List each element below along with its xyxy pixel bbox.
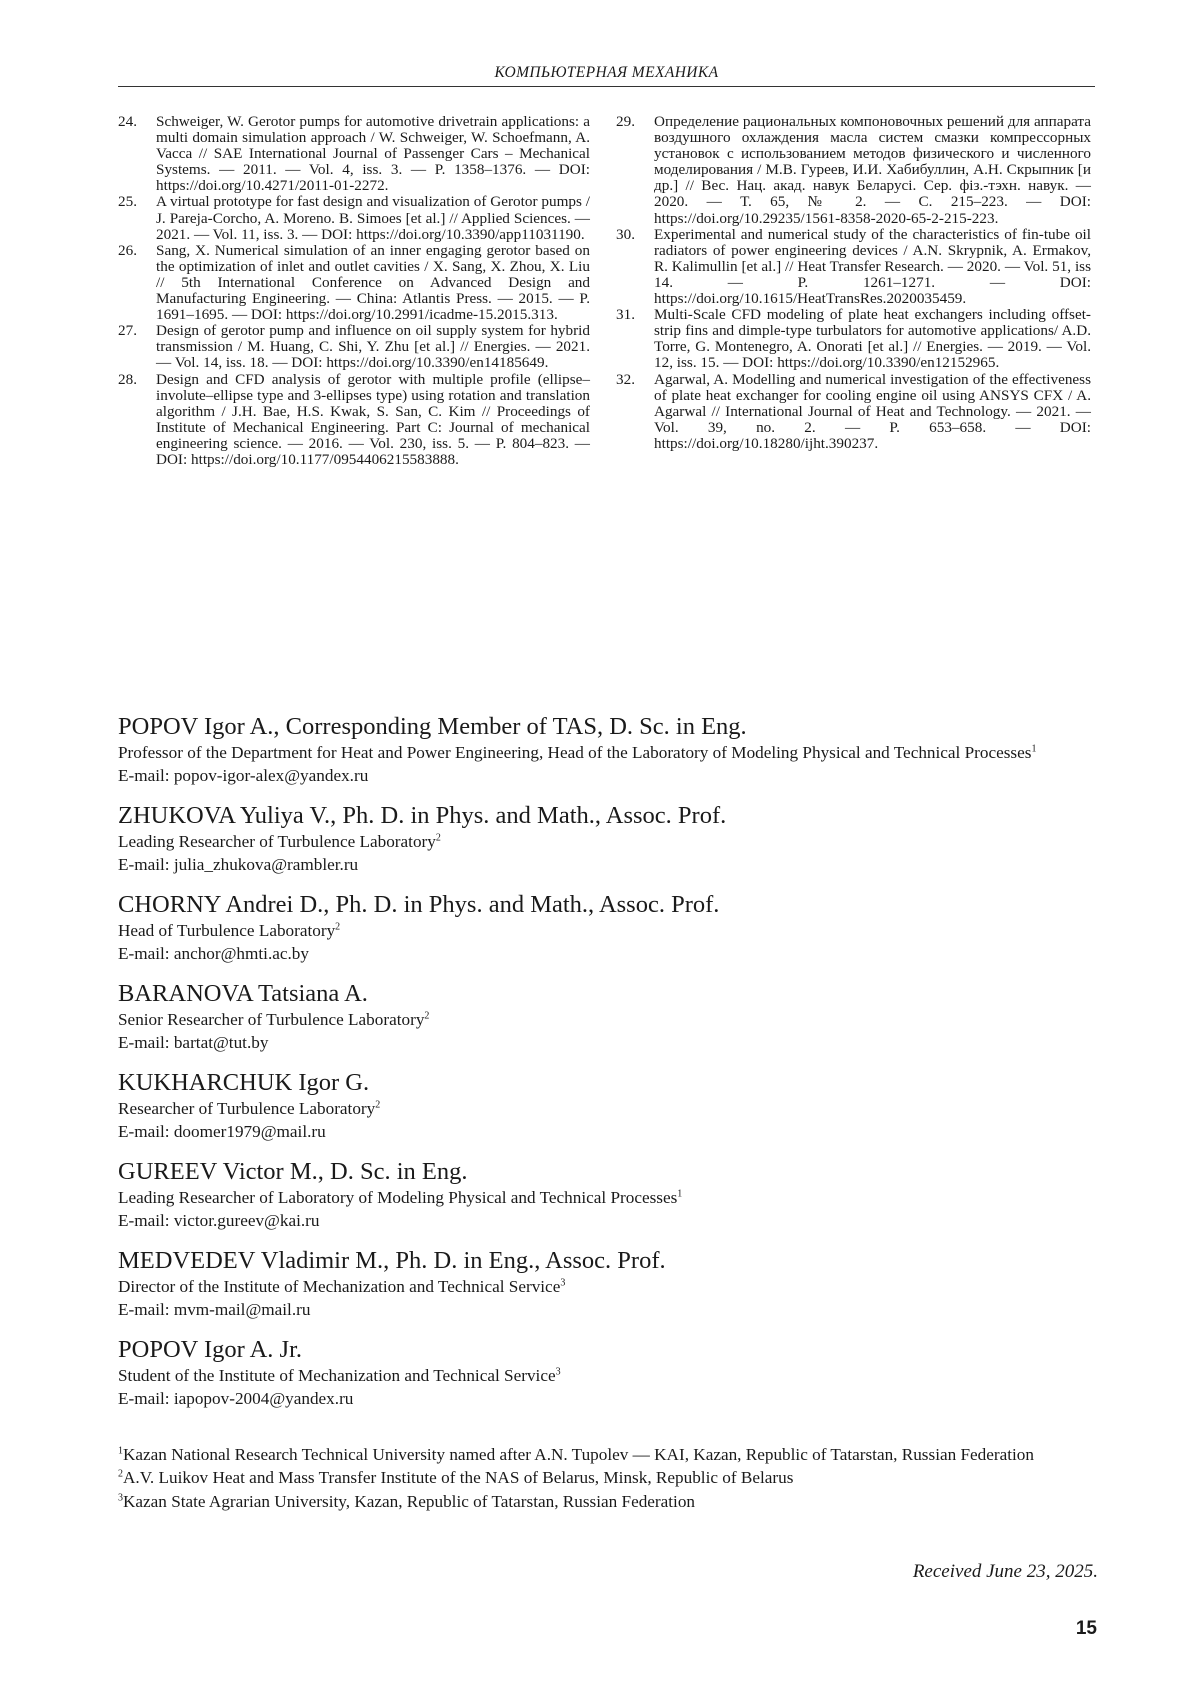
reference-number: 27. [118,323,156,371]
reference-item [118,194,590,242]
received-date: Received June 23, 2025. [913,1561,1098,1583]
reference-number: 26. [118,243,156,323]
position-text: Director of the Institute of Mechanization and Technical Service [118,1277,560,1296]
author-position [118,920,1098,943]
header-rule [118,86,1095,87]
affiliation-text: Kazan National Research Technical University named after A.N. Tupolev — KAI, Kazan, Republic of Tatarstan, Russian Federation [123,1445,1034,1464]
reference-text: Определение рациональных компоновочных решений для аппарата воздушного охлаждения масла систем смазки компрессорных установок с использованием методов физического и численного моделирования / М.В. Гуреев, И.И. Хабибуллин, А.Н. Скрыпник [и др.] // Вес. Нац. акад. навук Беларусi. Сер. фiз.-тэхн. навук. — 2020. — Т. 65, № 2. — С. 215–223. — DOI: https://doi.org/10.29235/1561-8358-2020-65-2-215-223. [654,114,1091,227]
reference-number: 31. [616,307,654,371]
author-email: E-mail: victor.gureev@kai.ru [118,1210,1098,1233]
author-email: E-mail: iapopov-2004@yandex.ru [118,1388,1098,1411]
reference-text: Schweiger, W. Gerotor pumps for automotive drivetrain applications: a multi domain simulation approach / W. Schweiger, W. Schoefmann, A. Vacca // SAE International Journal of Passenger Cars – Mechanical Systems. — 2011. — Vol. 4, iss. 3. — P. 1358–1376. — DOI: https://doi.org/10.4271/2011-01-2272. [156,114,590,194]
affiliation-item [118,1490,1098,1513]
affiliation-marker: 3 [560,1277,565,1288]
affiliation-marker: 2 [424,1010,429,1021]
author-email: E-mail: popov-igor-alex@yandex.ru [118,765,1098,788]
position-text: Head of Turbulence Laboratory [118,921,335,940]
reference-number: 28. [118,372,156,469]
author-email: E-mail: anchor@hmti.ac.by [118,943,1098,966]
position-text: Senior Researcher of Turbulence Laboratory [118,1010,424,1029]
author-name: CHORNY Andrei D., Ph. D. in Phys. and Math., Assoc. Prof. [118,890,1098,920]
author-block [118,1335,1098,1410]
reference-text: Sang, X. Numerical simulation of an inner engaging gerotor based on the optimization of inlet and outlet cavities / X. Sang, X. Zhou, X. Liu // 5th International Conference on Advanced Design and Manufacturing Engineering. — China: Atlantis Press. — 2015. — P. 1691–1695. — DOI: https://doi.org/10.2991/icadme-15.2015.313. [156,243,590,323]
affiliation-number: 3 [118,1492,123,1503]
affiliation-marker: 2 [436,832,441,843]
reference-item [118,323,590,371]
reference-text: Design of gerotor pump and influence on oil supply system for hybrid transmission / M. Huang, C. Shi, Y. Zhu [et al.] // Energies. — 2021. — Vol. 14, iss. 18. — DOI: https://doi.org/10.3390/en14185649. [156,323,590,371]
reference-text: Multi-Scale CFD modeling of plate heat exchangers including offset-strip fins and dimple-type turbulators for automotive applications/ A.D. Torre, G. Montenegro, A. Onorati [et al.] // Energies. — 2019. — Vol. 12, iss. 15. — DOI: https://doi.org/10.3390/en12152965. [654,307,1091,371]
author-block [118,801,1098,876]
affiliation-marker: 1 [1031,743,1036,754]
author-block [118,1068,1098,1143]
reference-item [616,372,1091,452]
author-position [118,1365,1098,1388]
affiliation-marker: 2 [335,921,340,932]
position-text: Leading Researcher of Laboratory of Modeling Physical and Technical Processes [118,1188,677,1207]
author-email: E-mail: mvm-mail@mail.ru [118,1299,1098,1322]
author-email: E-mail: bartat@tut.by [118,1032,1098,1055]
affiliation-marker: 3 [556,1366,561,1377]
affiliation-marker: 1 [677,1188,682,1199]
position-text: Leading Researcher of Turbulence Laboratory [118,832,436,851]
author-block [118,979,1098,1054]
author-block [118,1246,1098,1321]
reference-item [616,114,1091,227]
reference-item [118,372,590,469]
reference-number: 32. [616,372,654,452]
page-number: 15 [1076,1618,1097,1640]
affiliation-item [118,1443,1098,1466]
position-text: Professor of the Department for Heat and Power Engineering, Head of the Laboratory of Modeling Physical and Technical Processes [118,743,1031,762]
reference-number: 29. [616,114,654,227]
reference-item [616,227,1091,307]
author-name: POPOV Igor A., Corresponding Member of TAS, D. Sc. in Eng. [118,712,1098,742]
affiliation-number: 1 [118,1445,123,1456]
author-position [118,1009,1098,1032]
running-header: КОМПЬЮТЕРНАЯ МЕХАНИКА [118,64,1095,82]
position-text: Researcher of Turbulence Laboratory [118,1099,375,1118]
position-text: Student of the Institute of Mechanization and Technical Service [118,1366,556,1385]
author-position [118,1098,1098,1121]
affiliation-text: Kazan State Agrarian University, Kazan, Republic of Tatarstan, Russian Federation [123,1492,695,1511]
author-email: E-mail: doomer1979@mail.ru [118,1121,1098,1144]
reference-text: Design and CFD analysis of gerotor with multiple profile (ellipse–involute–ellipse type and 3-ellipses type) using rotation and translation algorithm / J.H. Bae, H.S. Kwak, S. San, C. Kim // Proceedings of Institute of Mechanical Engineering. Part C: Journal of mechanical engineering science. — 2016. — Vol. 230, iss. 5. — P. 804–823. — DOI: https://doi.org/10.1177/0954406215583888. [156,372,590,469]
reference-item [616,307,1091,371]
author-list [118,712,1098,1424]
author-position [118,742,1098,765]
affiliation-marker: 2 [375,1099,380,1110]
affiliation-number: 2 [118,1469,123,1480]
author-position [118,1187,1098,1210]
author-name: GUREEV Victor M., D. Sc. in Eng. [118,1157,1098,1187]
author-name: KUKHARCHUK Igor G. [118,1068,1098,1098]
reference-text: Agarwal, A. Modelling and numerical investigation of the effectiveness of plate heat exchanger for cooling engine oil using ANSYS CFX / A. Agarwal // International Journal of Heat and Technology. — 2021. — Vol. 39, no. 2. — P. 653–658. — DOI: https://doi.org/10.18280/ijht.390237. [654,372,1091,452]
author-block [118,712,1098,787]
author-block [118,890,1098,965]
references-left-column [118,114,590,468]
affiliation-item [118,1466,1098,1489]
author-name: POPOV Igor A. Jr. [118,1335,1098,1365]
author-position [118,831,1098,854]
author-block [118,1157,1098,1232]
reference-text: A virtual prototype for fast design and visualization of Gerotor pumps / J. Pareja-Corcho, A. Moreno. B. Simoes [et al.] // Applied Sciences. — 2021. — Vol. 11, iss. 3. — DOI: https://doi.org/10.3390/app11031190. [156,194,590,242]
author-name: BARANOVA Tatsiana A. [118,979,1098,1009]
author-email: E-mail: julia_zhukova@rambler.ru [118,854,1098,877]
affiliation-text: A.V. Luikov Heat and Mass Transfer Institute of the NAS of Belarus, Minsk, Republic of Belarus [123,1468,793,1487]
author-name: MEDVEDEV Vladimir M., Ph. D. in Eng., Assoc. Prof. [118,1246,1098,1276]
reference-number: 25. [118,194,156,242]
author-position [118,1276,1098,1299]
references-right-column [616,114,1091,452]
author-name: ZHUKOVA Yuliya V., Ph. D. in Phys. and Math., Assoc. Prof. [118,801,1098,831]
reference-item [118,243,590,323]
affiliations-list [118,1443,1098,1513]
reference-number: 30. [616,227,654,307]
reference-text: Experimental and numerical study of the characteristics of fin-tube oil radiators of power engineering devices / A.N. Skrypnik, A. Ermakov, R. Kalimullin [et al.] // Heat Transfer Research. — 2020. — Vol. 51, iss 14. — P. 1261–1271. — DOI: https://doi.org/10.1615/HeatTransRes.2020035459. [654,227,1091,307]
reference-number: 24. [118,114,156,194]
reference-item [118,114,590,194]
